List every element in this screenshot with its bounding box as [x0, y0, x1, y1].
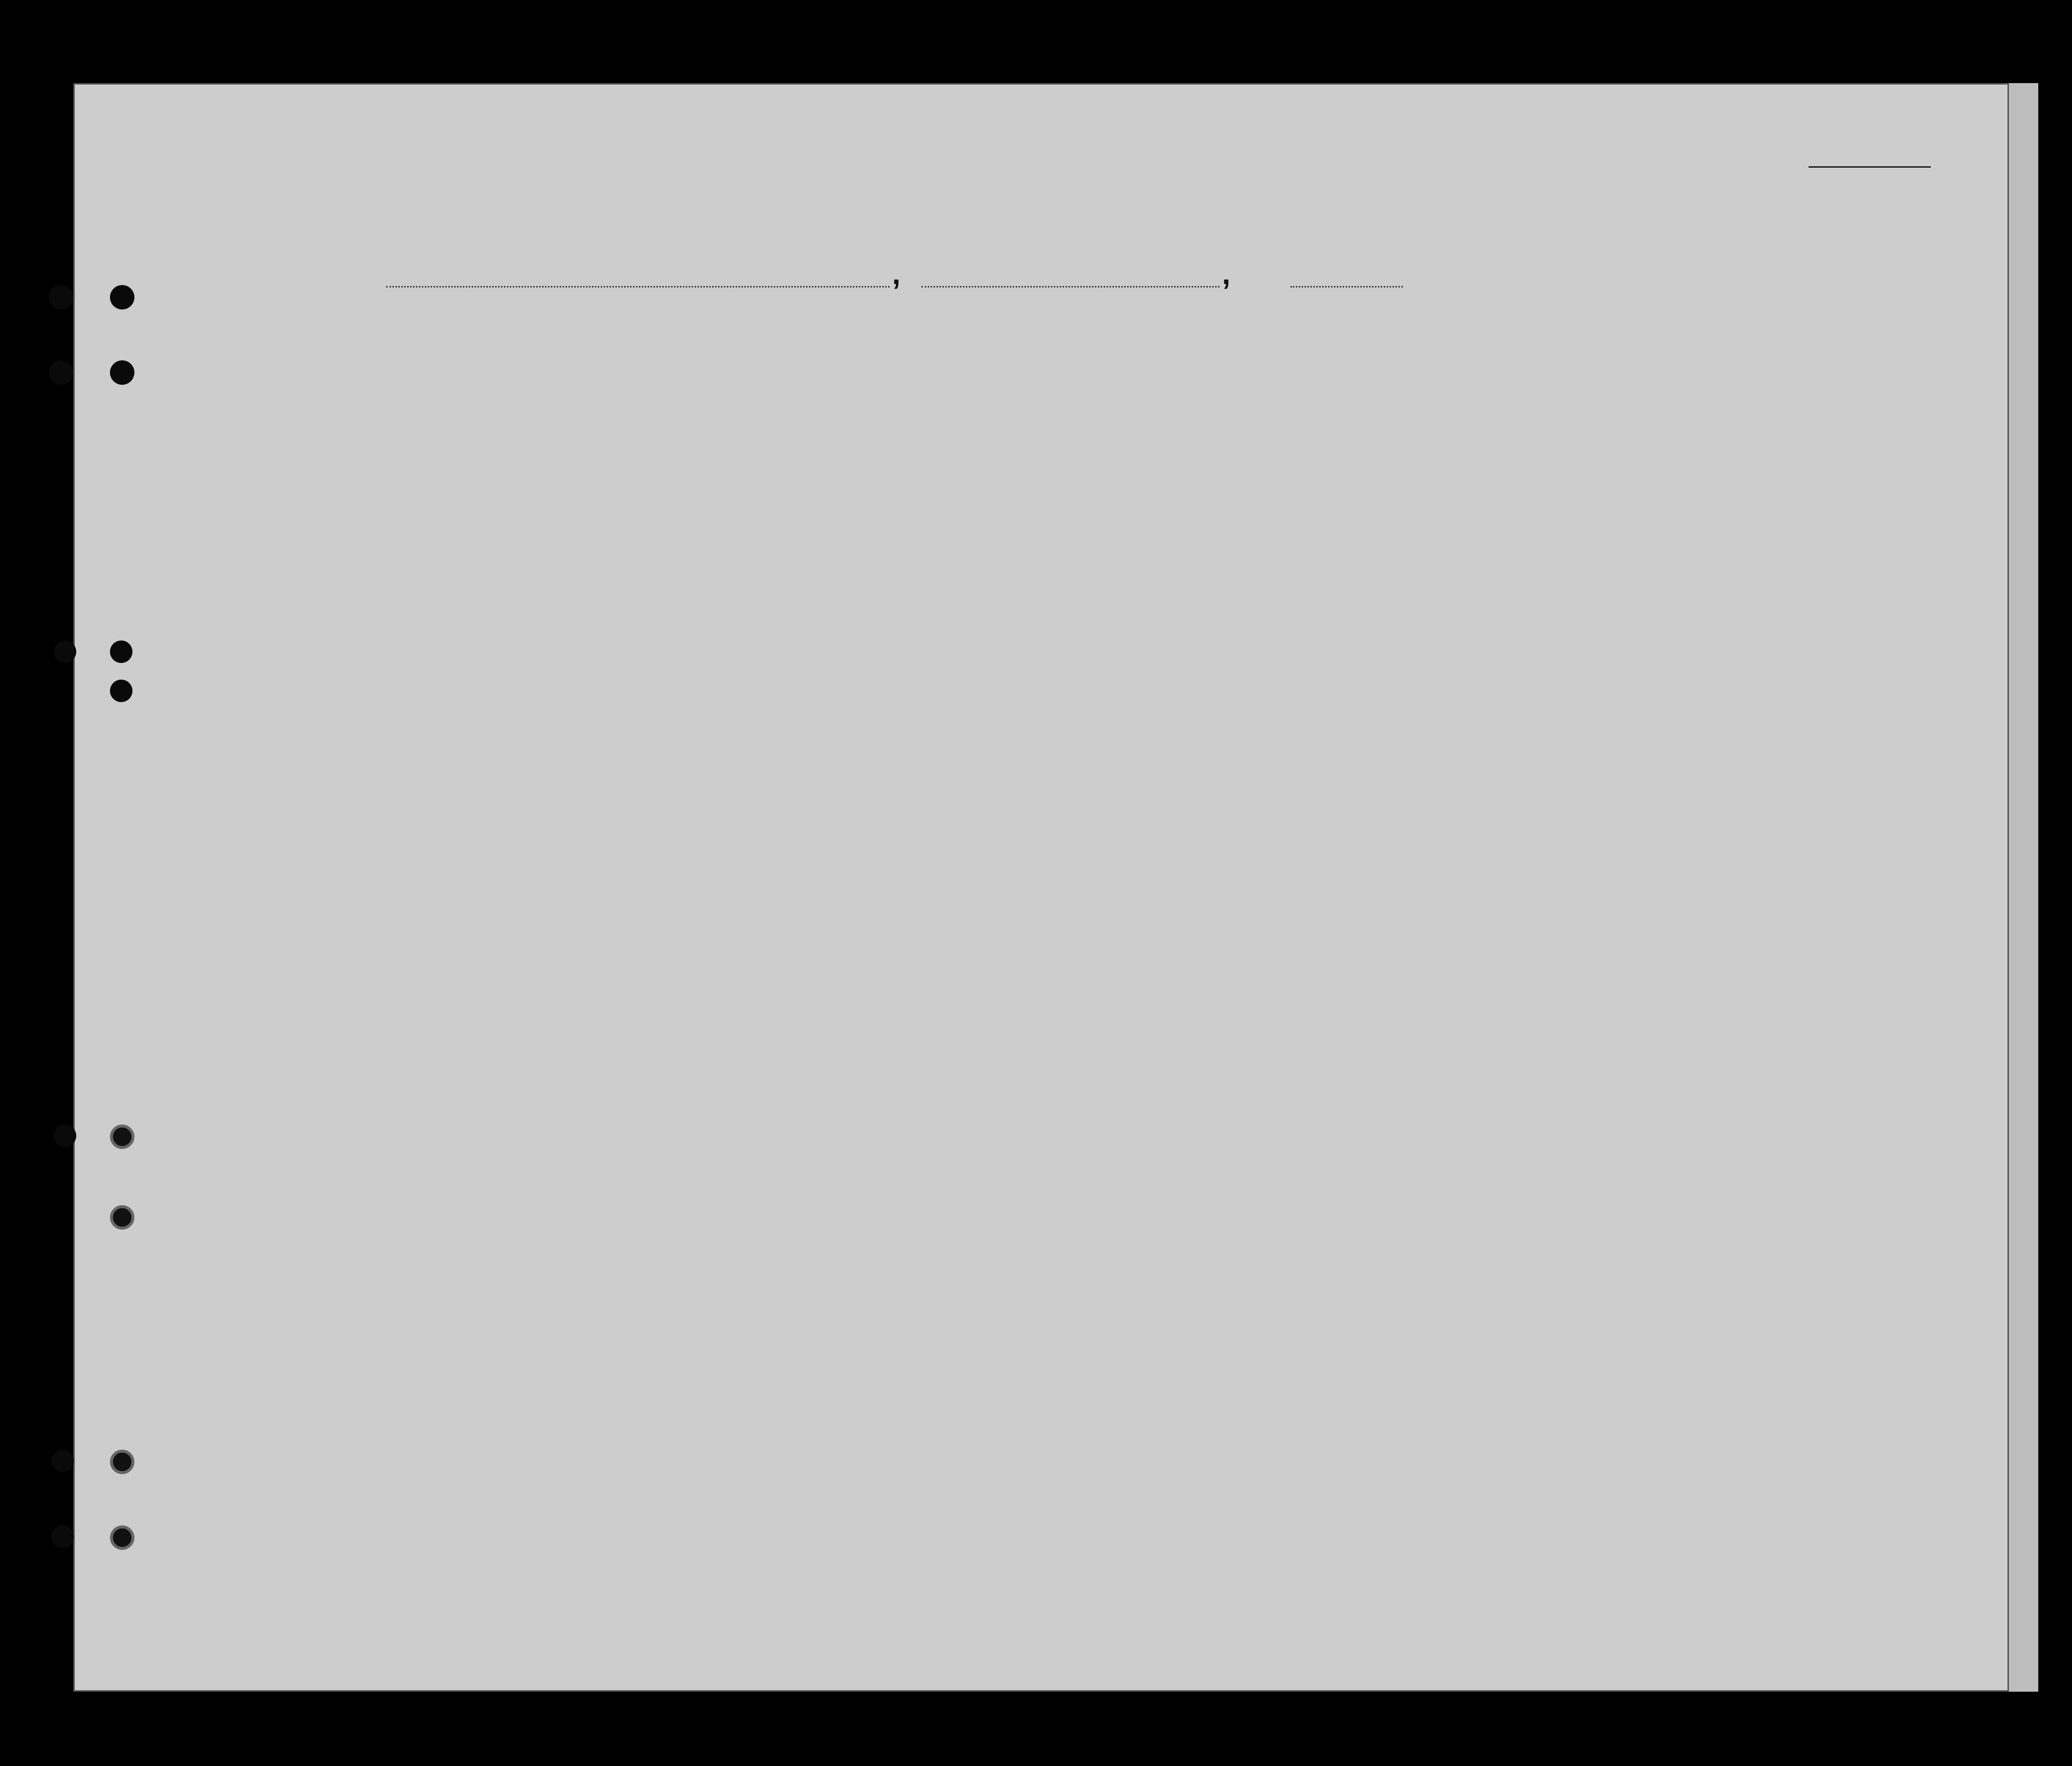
- date-comma: ,: [1222, 257, 1231, 291]
- port-comma: ,: [892, 257, 901, 291]
